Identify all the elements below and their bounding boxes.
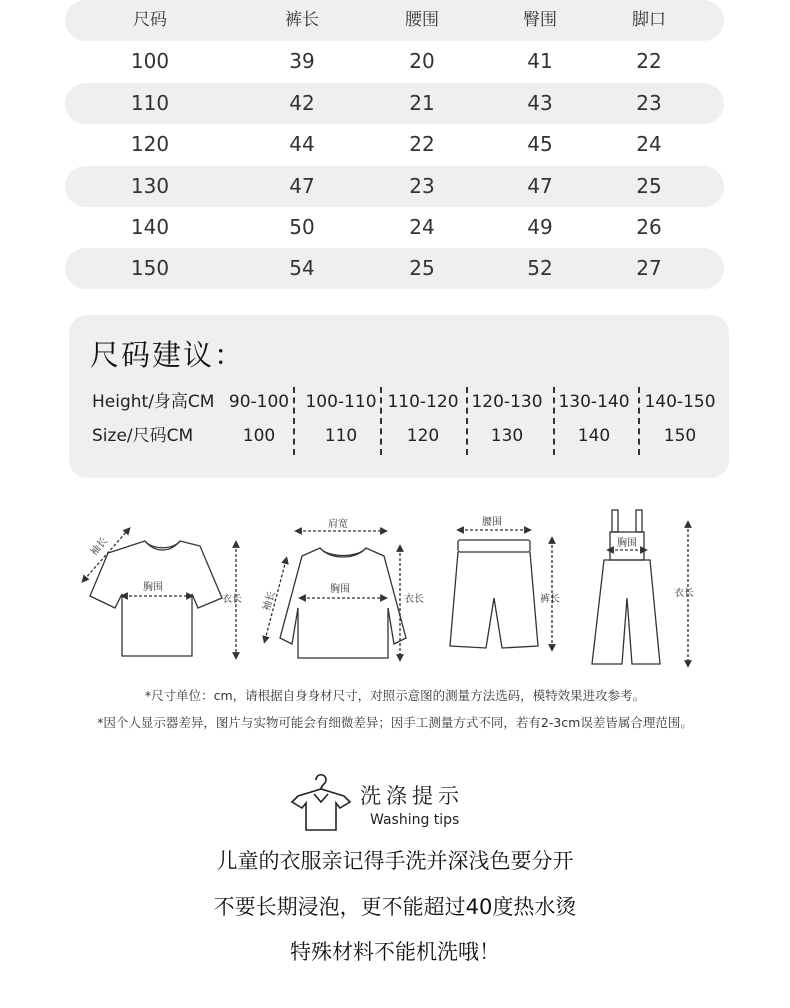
- table-cell: 100: [130, 49, 170, 73]
- shorts-waist-label: 腰围: [482, 517, 502, 528]
- column-divider: [638, 387, 640, 455]
- table-cell: 41: [527, 49, 553, 73]
- size-value: 110: [324, 426, 358, 446]
- table-cell: 25: [636, 174, 662, 198]
- table-cell: 52: [527, 256, 553, 280]
- table-cell: 110: [130, 91, 170, 115]
- table-cell: 25: [409, 256, 435, 280]
- overalls-chest-label: 胸围: [617, 538, 637, 549]
- washing-tip: 不要长期浸泡，更不能超过40度热水烫: [213, 895, 577, 919]
- shorts-diagram: [450, 516, 560, 648]
- shorts-length-label: 裤长: [540, 594, 560, 605]
- table-cell: 130: [130, 174, 170, 198]
- column-divider: [293, 387, 295, 455]
- table-cell: 120: [130, 132, 170, 156]
- size-advice-title: 尺码建议：: [90, 338, 246, 372]
- table-cell: 42: [289, 91, 315, 115]
- table-row: [65, 83, 724, 124]
- table-cell: 45: [527, 132, 553, 156]
- washing-tips-header: [288, 768, 488, 838]
- table-cell: 26: [636, 215, 662, 239]
- size-row: [69, 424, 729, 448]
- column-divider: [380, 387, 382, 455]
- table-row: [65, 41, 724, 82]
- table-cell: 27: [636, 256, 662, 280]
- column-divider: [466, 387, 468, 455]
- table-cell: 54: [289, 256, 315, 280]
- tshirt-sleeve-label: 袖长: [88, 535, 111, 559]
- measurement-diagrams: [0, 498, 790, 678]
- column-divider: [553, 387, 555, 455]
- washing-tips-subtitle: Washing tips: [370, 812, 460, 828]
- height-range: 130-140: [558, 392, 630, 412]
- tshirt-chest-label: 胸围: [143, 582, 163, 593]
- height-range: 120-130: [471, 392, 543, 412]
- table-row: [65, 166, 724, 207]
- overalls-diagram: [592, 510, 694, 664]
- header-cell: 裤长: [285, 10, 319, 30]
- height-row: [69, 390, 729, 414]
- table-cell: 47: [289, 174, 315, 198]
- table-cell: 43: [527, 91, 553, 115]
- table-cell: 39: [289, 49, 315, 73]
- sweater-length-label: 衣长: [404, 594, 424, 605]
- unit-note: *尺寸单位：cm，请根据自身身材尺寸，对照示意图的测量方法选码，模特效果进攻参考。: [144, 688, 646, 703]
- table-cell: 150: [130, 256, 170, 280]
- table-row: [65, 124, 724, 165]
- size-value: 130: [490, 426, 524, 446]
- washing-tip: 特殊材料不能机洗哦！: [290, 940, 500, 964]
- table-row: [65, 248, 724, 289]
- table-cell: 47: [527, 174, 553, 198]
- table-cell: 20: [409, 49, 435, 73]
- size-advice-card: [69, 315, 729, 478]
- washing-tip: 儿童的衣服亲记得手洗并深浅色要分开: [216, 849, 574, 873]
- tshirt-diagram: [84, 530, 242, 656]
- overalls-length-label: 衣长: [674, 588, 694, 599]
- table-cell: 21: [409, 91, 435, 115]
- header-cell: 臀围: [523, 10, 557, 30]
- sweater-shoulder-label: 肩宽: [328, 519, 348, 530]
- size-value: 150: [663, 426, 697, 446]
- table-cell: 24: [409, 215, 435, 239]
- table-cell: 24: [636, 132, 662, 156]
- sweater-diagram: [259, 517, 424, 658]
- sweater-chest-label: 胸围: [330, 584, 350, 595]
- disclaimer-note: *因个人显示器差异，图片与实物可能会有细微差异；因手工测量方式不同，若有2-3cm误差皆属合理范围。: [97, 715, 693, 730]
- table-row: [65, 207, 724, 248]
- table-cell: 23: [636, 91, 662, 115]
- height-range: 140-150: [644, 392, 716, 412]
- header-cell: 尺码: [133, 10, 167, 30]
- sweater-sleeve-label: 袖长: [261, 590, 278, 613]
- size-value: 120: [406, 426, 440, 446]
- washing-tips-title: 洗涤提示: [360, 784, 464, 808]
- header-cell: 腰围: [405, 10, 439, 30]
- size-value: 100: [242, 426, 276, 446]
- table-cell: 22: [636, 49, 662, 73]
- size-value: 140: [577, 426, 611, 446]
- height-range: 90-100: [228, 392, 290, 412]
- table-cell: 140: [130, 215, 170, 239]
- height-range: 100-110: [305, 392, 377, 412]
- table-cell: 50: [289, 215, 315, 239]
- tshirt-length-label: 衣长: [222, 594, 242, 605]
- table-cell: 23: [409, 174, 435, 198]
- table-cell: 22: [409, 132, 435, 156]
- height-range: 110-120: [387, 392, 459, 412]
- table-header-row: [65, 0, 724, 41]
- size-label: Size/尺码CM: [92, 426, 194, 446]
- header-cell: 脚口: [632, 10, 666, 30]
- height-label: Height/身高CM: [92, 392, 215, 412]
- hanger-shirt-icon: [288, 768, 358, 834]
- table-cell: 44: [289, 132, 315, 156]
- table-cell: 49: [527, 215, 553, 239]
